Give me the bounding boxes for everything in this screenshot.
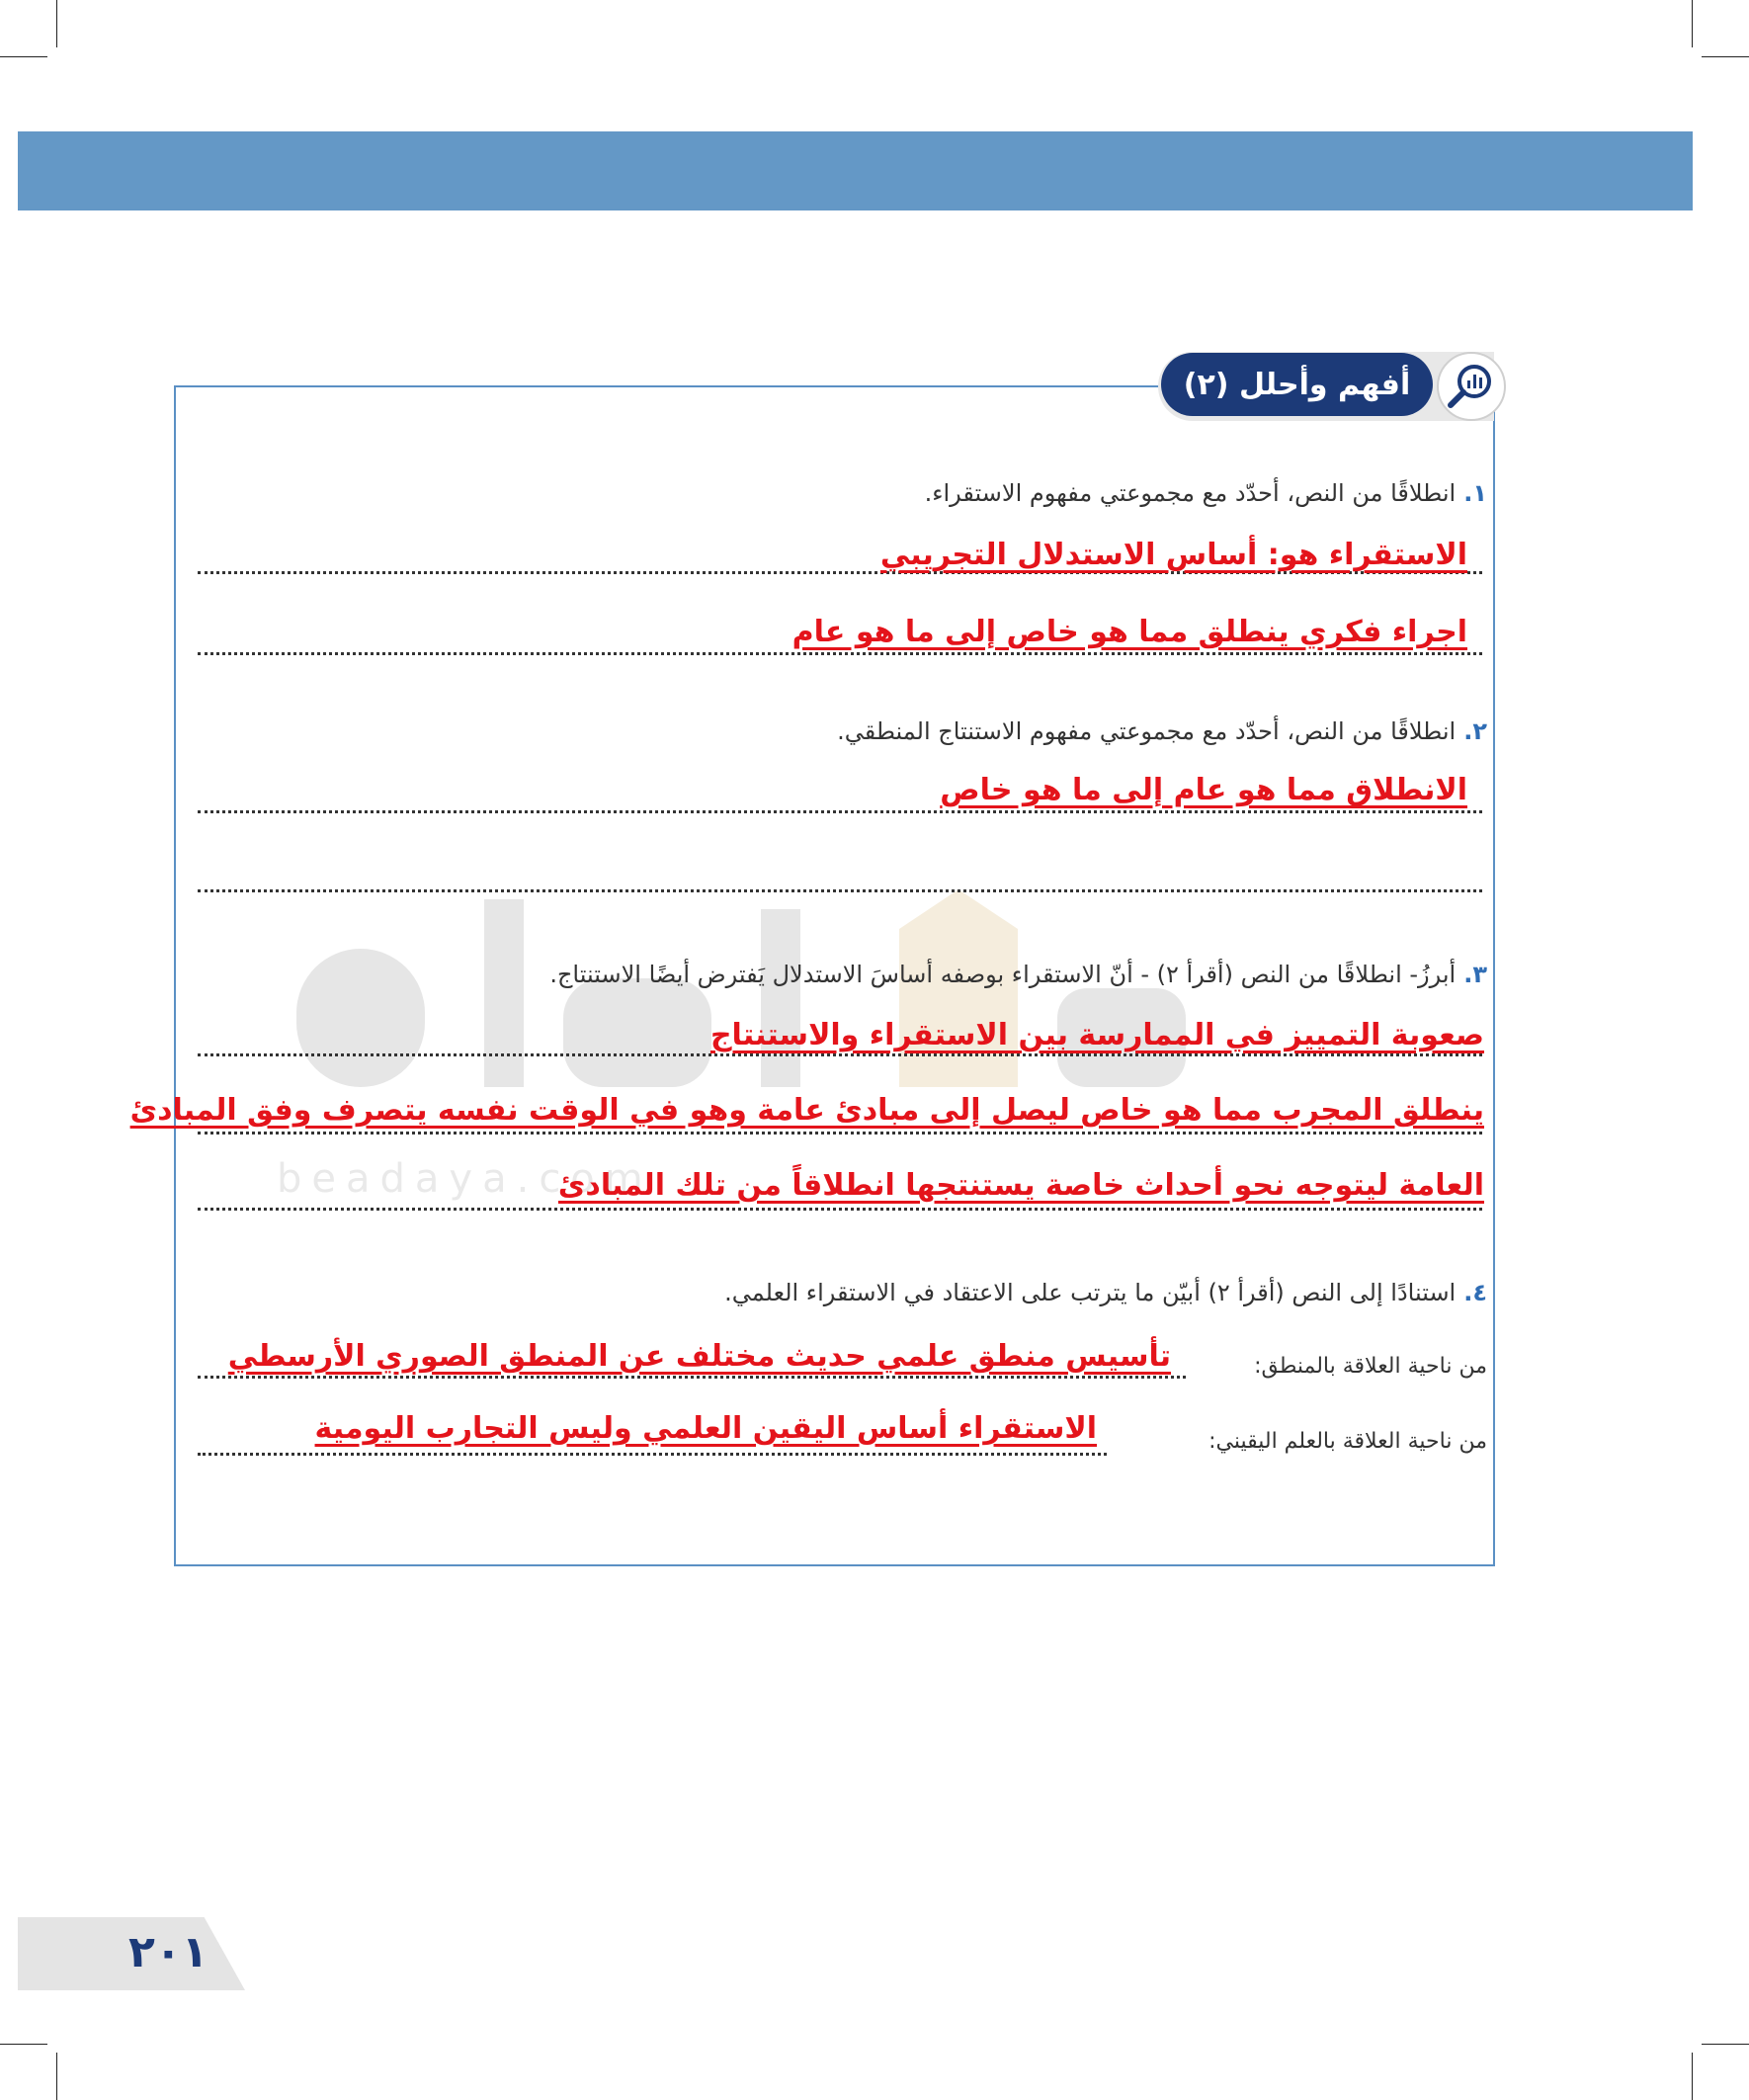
answer-line[interactable] [198, 1453, 1107, 1456]
crop-mark [1702, 2044, 1749, 2045]
crop-mark [1692, 0, 1693, 47]
answer-text: الاستقراء أساس اليقين العلمي وليس التجارب اليومية [314, 1411, 1097, 1446]
answer-line[interactable] [198, 1376, 1186, 1379]
crop-mark [56, 2053, 57, 2100]
answer-text: صعوبة التمييز في الممارسة بين الاستقراء والاستنتاج [709, 1018, 1484, 1052]
question-number: ٢. [1463, 717, 1487, 745]
question-text: أبرزُ- انطلاقًا من النص (أقرأ ٢) - أنّ الاستقراء بوصفه أساسَ الاستدلال يَفترض أيضًا الاستنتاج. [549, 961, 1457, 988]
sub-question-label: من ناحية العلاقة بالمنطق: [1254, 1354, 1487, 1379]
answer-text: اجراء فكري ينطلق مما هو خاص إلى ما هو عام [791, 615, 1467, 649]
question-3 [549, 961, 1487, 988]
answer-text: الاستقراء هو: أساس الاستدلال التجريبي [879, 538, 1467, 572]
question-text: انطلاقًا من النص، أحدّد مع مجموعتي مفهوم الاستقراء. [924, 479, 1457, 507]
crop-mark [56, 0, 57, 47]
question-2 [837, 717, 1487, 745]
crop-mark [1702, 56, 1749, 57]
question-4 [724, 1279, 1487, 1306]
answer-text: الانطلاق مما هو عام إلى ما هو خاص [940, 773, 1467, 807]
answer-text: العامة ليتوجه نحو أحداث خاصة يستنتجها انطلاقاً من تلك المبادئ [557, 1168, 1484, 1203]
question-number: ٣. [1463, 961, 1487, 988]
crop-mark [0, 56, 47, 57]
crop-mark [1692, 2053, 1693, 2100]
question-text: انطلاقًا من النص، أحدّد مع مجموعتي مفهوم الاستنتاج المنطقي. [837, 717, 1457, 745]
answer-line[interactable] [198, 1208, 1482, 1211]
answer-line[interactable] [198, 889, 1482, 892]
sub-question-label: من ناحية العلاقة بالعلم اليقيني: [1208, 1429, 1487, 1454]
crop-mark [0, 2044, 47, 2045]
magnifier-chart-icon [1437, 352, 1506, 421]
header-band [18, 131, 1693, 210]
question-number: ٤. [1463, 1279, 1487, 1306]
question-text: استنادًا إلى النص (أقرأ ٢) أبيّن ما يترتب على الاعتقاد في الاستقراء العلمي. [724, 1279, 1457, 1306]
answer-line[interactable] [198, 652, 1482, 655]
answer-text: تأسيس منطق علمي حديث مختلف عن المنطق الصوري الأرسطي [227, 1339, 1171, 1374]
answer-line[interactable] [198, 1053, 1482, 1056]
answer-line[interactable] [198, 810, 1482, 813]
answer-line[interactable] [198, 1132, 1482, 1134]
answer-text: ينطلق المجرب مما هو خاص ليصل إلى مبادئ عامة وهو في الوقت نفسه يتصرف وفق المبادئ [129, 1093, 1484, 1128]
section-title: أفهم وأحلل (٢) [1161, 353, 1433, 416]
question-number: ١. [1463, 479, 1487, 507]
watermark-text: beadaya.com [277, 1156, 653, 1202]
page-number: ٢٠١ [128, 1927, 208, 1977]
question-1 [925, 479, 1487, 507]
